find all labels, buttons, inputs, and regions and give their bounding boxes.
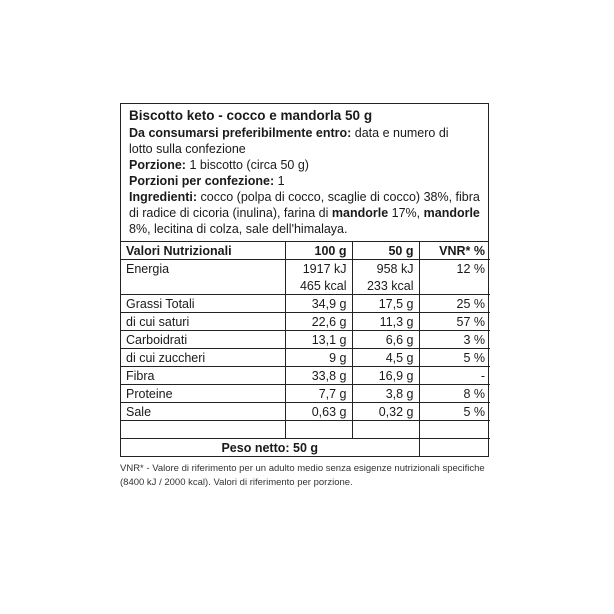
nutrient-name: di cui saturi: [121, 313, 285, 331]
portion: [129, 157, 481, 173]
nutrient-name: Grassi Totali: [121, 295, 285, 313]
footnote-line-2: (8400 kJ / 2000 kcal). Valori di riferimento per porzione.: [120, 477, 353, 488]
nutrient-name: Carboidrati: [121, 331, 285, 349]
table-row-empty: [121, 421, 490, 439]
value-50g: 11,3 g: [352, 313, 419, 331]
value-vnr: 12 %: [456, 261, 485, 276]
value-vnr: 8 %: [419, 385, 490, 403]
nutrition-table: [121, 242, 490, 456]
ingredients-text-2a: di radice di cicoria (inulina), farina di: [129, 206, 329, 220]
value-50g: 233 kcal: [352, 277, 419, 295]
value-100g: 22,6 g: [285, 313, 352, 331]
ingredients-label: Ingredienti:: [129, 190, 198, 204]
empty-cell: [419, 439, 490, 457]
value-100g: 34,9 g: [285, 295, 352, 313]
table-row: [121, 313, 490, 331]
empty-cell: [352, 421, 419, 439]
nutrient-name: Energia: [121, 260, 285, 278]
value-vnr: 5 %: [419, 349, 490, 367]
net-weight: Peso netto: 50 g: [121, 439, 419, 457]
nutrient-name: Fibra: [121, 367, 285, 385]
col-header-vnr: VNR* %: [419, 242, 490, 260]
best-before-label: Da consumarsi preferibilmente entro:: [129, 126, 352, 140]
nutrient-name: Proteine: [121, 385, 285, 403]
table-row: [121, 349, 490, 367]
ingredients-line-1: [129, 189, 481, 205]
empty-cell: [285, 421, 352, 439]
col-header-nutrients: Valori Nutrizionali: [121, 242, 285, 260]
footnote-line-1: VNR* - Valore di riferimento per un adulto medio senza esigenze nutrizionali specifiche: [120, 463, 485, 474]
portion-label: Porzione:: [129, 158, 186, 172]
value-vnr: 57 %: [419, 313, 490, 331]
table-row: [121, 277, 490, 295]
value-vnr: 3 %: [419, 331, 490, 349]
net-weight-row: [121, 439, 490, 457]
value-50g: 16,9 g: [352, 367, 419, 385]
value-50g: 3,8 g: [352, 385, 419, 403]
value-100g: 33,8 g: [285, 367, 352, 385]
label-header: [121, 104, 488, 242]
table-row: [121, 260, 490, 278]
nutrient-name: Sale: [121, 403, 285, 421]
value-50g: 6,6 g: [352, 331, 419, 349]
best-before-value: data e numero di: [354, 126, 449, 140]
table-row: [121, 331, 490, 349]
best-before-cont: lotto sulla confezione: [129, 142, 246, 156]
ingredients-line-2: [129, 205, 481, 221]
value-100g: 465 kcal: [285, 277, 352, 295]
footnote: [120, 462, 500, 490]
col-header-100g: 100 g: [285, 242, 352, 260]
nutrient-name: di cui zuccheri: [121, 349, 285, 367]
table-row: [121, 295, 490, 313]
ingredients-text-1: cocco (polpa di cocco, scaglie di cocco) 38%, fibra: [200, 190, 480, 204]
ingredients-text-2b: 17%,: [391, 206, 421, 220]
table-row: [121, 403, 490, 421]
col-header-50g: 50 g: [352, 242, 419, 260]
value-100g: 9 g: [285, 349, 352, 367]
value-50g: 17,5 g: [352, 295, 419, 313]
table-header-row: [121, 242, 490, 260]
allergen-almond-2: mandorle: [423, 206, 480, 220]
value-100g: 13,1 g: [285, 331, 352, 349]
ingredients-line-3: 8%, lecitina di colza, sale dell'himalaya.: [129, 222, 348, 236]
value-vnr: 25 %: [419, 295, 490, 313]
value-100g: 0,63 g: [285, 403, 352, 421]
empty-cell: [121, 421, 285, 439]
product-title: Biscotto keto - cocco e mandorla 50 g: [129, 108, 373, 123]
portions-label: Porzioni per confezione:: [129, 174, 275, 188]
empty-cell: [419, 421, 490, 439]
value-50g: 0,32 g: [352, 403, 419, 421]
portions-per-pack: [129, 173, 481, 189]
table-row: [121, 385, 490, 403]
value-vnr: [419, 277, 490, 295]
nutrition-label: [120, 103, 489, 457]
allergen-almond-1: mandorle: [331, 206, 389, 220]
value-100g: 7,7 g: [285, 385, 352, 403]
portion-value: 1 biscotto (circa 50 g): [189, 158, 309, 172]
nutrient-name: [121, 277, 285, 295]
value-vnr: 5 %: [419, 403, 490, 421]
value-50g: 958 kJ: [352, 260, 419, 278]
value-50g: 4,5 g: [352, 349, 419, 367]
value-100g: 1917 kJ: [285, 260, 352, 278]
value-vnr: -: [419, 367, 490, 385]
portions-value: 1: [277, 174, 285, 188]
table-row: [121, 367, 490, 385]
best-before: [129, 125, 481, 141]
